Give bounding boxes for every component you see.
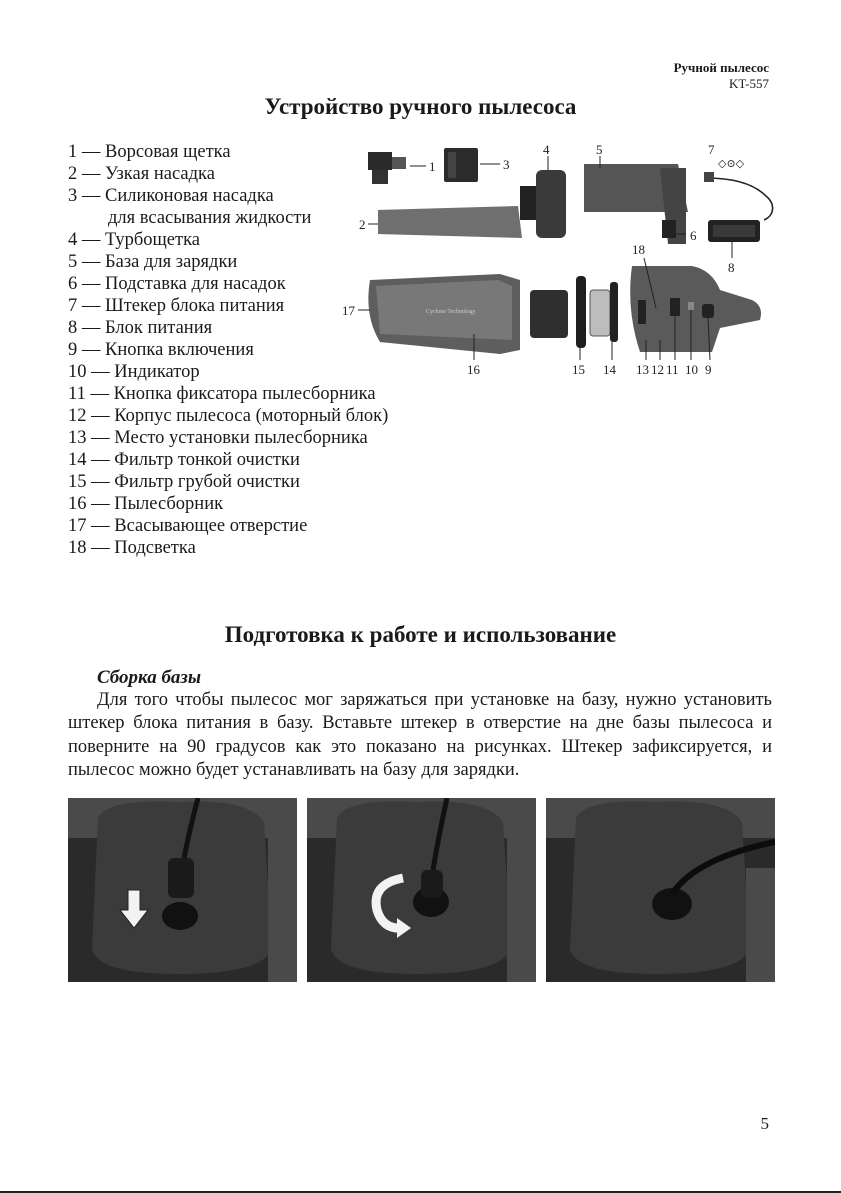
list-item: 6 — Подставка для насадок — [68, 274, 286, 294]
filters-illustration — [530, 276, 618, 348]
callout-8: 8 — [728, 260, 735, 275]
callout-5: 5 — [596, 142, 603, 157]
crevice-nozzle-illustration — [378, 206, 522, 238]
dust-container-illustration — [368, 274, 520, 354]
bristle-brush-illustration — [368, 152, 406, 184]
motor-body-illustration — [630, 266, 761, 352]
callout-3: 3 — [503, 157, 510, 172]
section-title-device: Устройство ручного пылесоса — [264, 94, 577, 119]
header-product: Ручной пылесос — [673, 60, 769, 75]
svg-text:◇⊙◇: ◇⊙◇ — [718, 158, 745, 170]
header-model: KT-557 — [729, 76, 769, 91]
callout-18: 18 — [632, 242, 645, 257]
list-item: 4 — Турбощетка — [68, 230, 201, 250]
list-item: 18 — Подсветка — [68, 538, 196, 558]
list-item: 12 — Корпус пылесоса (моторный блок) — [68, 406, 389, 426]
list-item: 9 — Кнопка включения — [68, 340, 254, 360]
photo-insert-plug — [68, 798, 297, 982]
list-item: 3 — Силиконовая насадка — [68, 186, 274, 206]
callout-13: 13 — [636, 362, 649, 377]
callout-7: 7 — [708, 142, 715, 157]
list-item: 8 — Блок питания — [68, 318, 213, 338]
callout-9: 9 — [705, 362, 712, 377]
list-item: 16 — Пылесборник — [68, 494, 224, 514]
list-item: 1 — Ворсовая щетка — [68, 142, 231, 162]
instruction-paragraph: Для того чтобы пылесос мог заряжаться при установке на базу, нужно установить штекер блока питания в базу. Вставьте штекер в отверстие на дне базы пылесоса и поверните на 90 градусов как это показано на рисунках. Штекер зафиксируется, и пылесос можно будет устанавливать на базу для зарядки. — [68, 690, 772, 780]
list-item: 13 — Место установки пылесборника — [68, 428, 368, 448]
callout-11: 11 — [666, 362, 679, 377]
vacuum-parts-diagram — [340, 140, 780, 380]
list-item: 14 — Фильтр тонкой очистки — [68, 450, 300, 470]
callout-6: 6 — [690, 228, 697, 243]
callout-1: 1 — [429, 159, 436, 174]
list-item: 2 — Узкая насадка — [68, 164, 215, 184]
subheading-base-assembly: Сборка базы — [97, 667, 202, 688]
photo-plug-fixed — [546, 798, 775, 982]
callout-12: 12 — [651, 362, 664, 377]
svg-text:Cyclone Technology: Cyclone Technology — [426, 309, 476, 315]
callout-10: 10 — [685, 362, 698, 377]
callout-4: 4 — [543, 142, 550, 157]
list-item: 15 — Фильтр грубой очистки — [68, 472, 300, 492]
page-number: 5 — [760, 1114, 769, 1133]
callout-17: 17 — [342, 303, 355, 318]
list-item: 7 — Штекер блока питания — [68, 296, 285, 316]
callout-15: 15 — [572, 362, 585, 377]
list-item: для всасывания жидкости — [108, 208, 312, 228]
list-item: 11 — Кнопка фиксатора пылесборника — [68, 384, 376, 404]
silicone-nozzle-illustration — [444, 148, 478, 182]
callout-14: 14 — [603, 362, 616, 377]
list-item: 10 — Индикатор — [68, 362, 200, 382]
charging-base-illustration — [584, 164, 688, 244]
turbo-brush-illustration — [520, 170, 566, 238]
list-item: 5 — База для зарядки — [68, 252, 238, 272]
power-plug-illustration — [704, 158, 773, 220]
callout-2: 2 — [359, 217, 366, 232]
list-item: 17 — Всасывающее отверстие — [68, 516, 308, 536]
section-title-preparation: Подготовка к работе и использование — [224, 622, 617, 647]
power-adapter-illustration — [708, 220, 760, 242]
photo-rotate-plug — [307, 798, 536, 982]
callout-16: 16 — [467, 362, 480, 377]
